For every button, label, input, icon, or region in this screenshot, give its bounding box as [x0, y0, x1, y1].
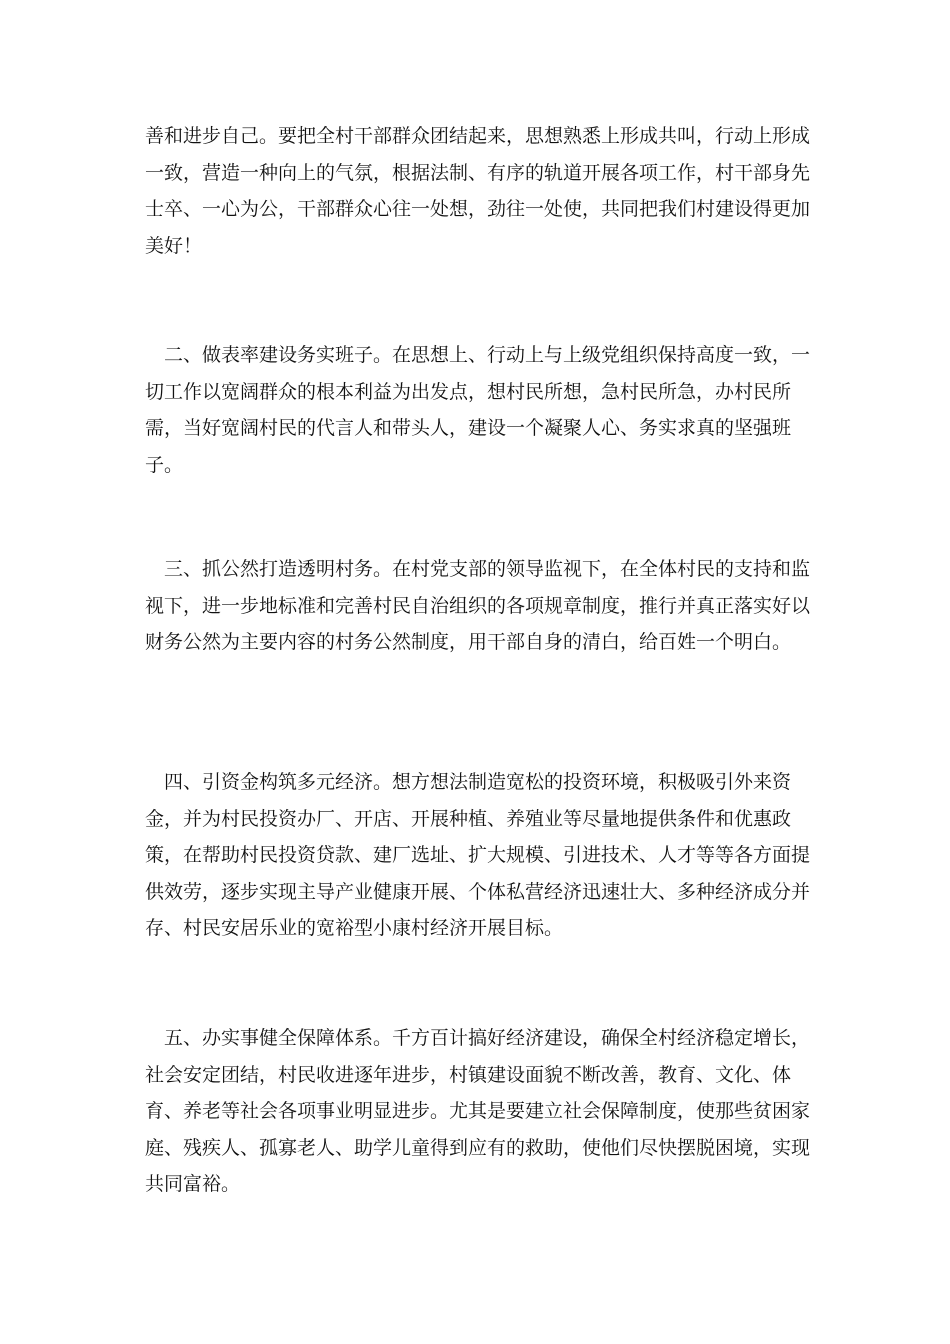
paragraph-section-two: 二、做表率建设务实班子。在思想上、行动上与上级党组织保持高度一致，一切工作以宽阔群众的根本利益为出发点，想村民所想，急村民所急，办村民所需，当好宽阔村民的代言人和带头人，建设一个凝聚人心、务实求真的坚强班子。	[145, 344, 811, 476]
paragraph-continuation: 善和进步自己。要把全村干部群众团结起来，思想熟悉上形成共叫，行动上形成一致，营造一种向上的气氛，根据法制、有序的轨道开展各项工作，村干部身先士卒、一心为公，干部群众心往一处想，劲往一处使，共同把我们村建设得更加美好！	[145, 125, 811, 257]
paragraph-section-four: 四、引资金构筑多元经济。想方想法制造宽松的投资环境，积极吸引外来资金，并为村民投资办厂、开店、开展种植、养殖业等尽量地提供条件和优惠政策，在帮助村民投资贷款、建厂选址、扩大规模、引进技术、人才等等各方面提供效劳，逐步实现主导产业健康开展、个体私营经济迅速壮大、多种经济成分并存、村民安居乐业的宽裕型小康村经济开展目标。	[145, 771, 811, 939]
paragraph-section-three: 三、抓公然打造透明村务。在村党支部的领导监视下，在全体村民的支持和监视下，进一步地标准和完善村民自治组织的各项规章制度，推行并真正落实好以财务公然为主要内容的村务公然制度，用干部自身的清白，给百姓一个明白。	[145, 558, 811, 653]
paragraph-section-five: 五、办实事健全保障体系。千方百计搞好经济建设，确保全村经济稳定增长，社会安定团结，村民收进逐年进步，村镇建设面貌不断改善，教育、文化、体育、养老等社会各项事业明显进步。尤其是要建立社会保障制度，使那些贫困家庭、残疾人、孤寡老人、助学儿童得到应有的救助，使他们尽快摆脱困境，实现共同富裕。	[145, 1027, 811, 1195]
